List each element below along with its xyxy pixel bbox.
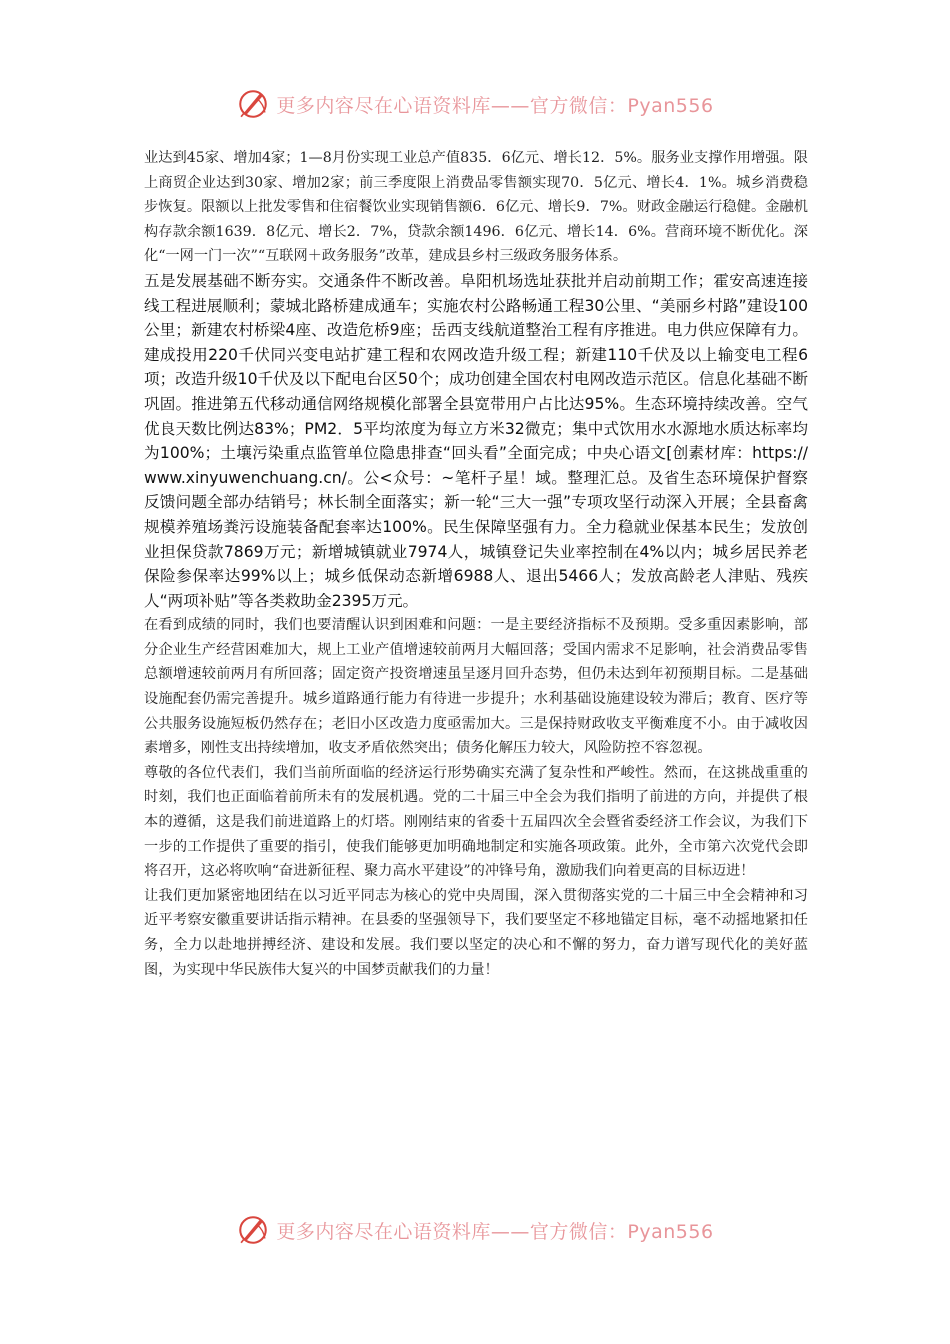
paragraph-development-foundation: 五是发展基础不断夯实。交通条件不断改善。阜阳机场选址获批并启动前期工作；霍安高速连接线工程进展顺利；蒙城北路桥建成通车；实施农村公路畅通工程30公里、“美丽乡村路”建设100公里；新建农村桥梁4座、改造危桥9座；岳西支线航道整治工程有序推进。电力供应保障有力。建成投用220千伏同兴变电站扩建工程和农网改造升级工程；新建110千伏及以上输变电工程6项；改造升级10千伏及以下配电台区50个；成功创建全国农村电网改造示范区。信息化基础不断巩固。推进第五代移动通信网络规模化部署全县宽带用户占比达95%。生态环境持续改善。空气优良天数比例达83%；PM2．5平均浓度为每立方米32微克；集中式饮用水水源地水质达标率均为100%；土壤污染重点监管单位隐患排查“回头看”全面完成；中央心语文[创素材库：https://www.xinyuwenchuang.cn/。公<众号：~笔杆子星！域。整理汇总。及省生态环境保护督察反馈问题全部办结销号；林长制全面落实；新一轮“三大一强”专项攻坚行动深入开展；全县畜禽规模养殖场粪污设施装备配套率达100%。民生保障坚强有力。全力稳就业保基本民生；发放创业担保贷款7869万元；新增城镇就业7974人，城镇登记失业率控制在4%以内；城乡居民养老保险参保率达99%以上；城乡低保动态新增6988人、退出5466人；发放高龄老人津贴、残疾人“两项补贴”等各类救助金2395万元。 — [144, 271, 808, 610]
header-banner-text: 更多内容尽在心语资料库——官方微信：Pyan556 — [276, 94, 714, 117]
header-banner — [0, 84, 950, 124]
quill-logo-icon — [236, 87, 270, 121]
quill-logo-icon — [236, 1213, 270, 1247]
document-body — [144, 146, 808, 982]
footer-banner-text: 更多内容尽在心语资料库——官方微信：Pyan556 — [276, 1220, 714, 1243]
paragraph-closing: 让我们更加紧密地团结在以习近平同志为核心的党中央周围，深入贯彻落实党的二十届三中全会精神和习近平考察安徽重要讲话指示精神。在县委的坚强领导下，我们要坚定不移地锚定目标，毫不动摇地紧扣任务，全力以赴地拼搏经济、建设和发展。我们要以坚定的决心和不懈的努力，奋力谱写现代化的美好蓝图，为实现中华民族伟大复兴的中国梦贡献我们的力量！ — [144, 887, 808, 978]
paragraph-economy: 业达到45家、增加4家；1—8月份实现工业总产值835．6亿元、增长12．5%。服务业支撑作用增强。限上商贸企业达到30家、增加2家；前三季度限上消费品零售额实现70．5亿元、增长4．1%。城乡消费稳步恢复。限额以上批发零售和住宿餐饮业实现销售额6．6亿元、增长9．7%。财政金融运行稳健。金融机构存款余额1639．8亿元、增长2．7%，贷款余额1496．6亿元、增长14．6%。营商环境不断优化。深化“一网一门一次”“互联网＋政务服务”改革，建成县乡村三级政务服务体系。 — [144, 150, 808, 265]
paragraph-problems: 在看到成绩的同时，我们也要清醒认识到困难和问题：一是主要经济指标不及预期。受多重因素影响，部分企业生产经营困难加大，规上工业产值增速较前两月大幅回落；受国内需求不足影响，社会消费品零售总额增速较前两月有所回落；固定资产投资增速虽呈逐月回升态势，但仍未达到年初预期目标。二是基础设施配套仍需完善提升。城乡道路通行能力有待进一步提升；水利基础设施建设较为滞后；教育、医疗等公共服务设施短板仍然存在；老旧小区改造力度亟需加大。三是保持财政收支平衡难度不小。由于减收因素增多，刚性支出持续增加，收支矛盾依然突出；债务化解压力较大，风险防控不容忽视。 — [144, 617, 808, 757]
paragraph-opportunities: 尊敬的各位代表们，我们当前所面临的经济运行形势确实充满了复杂性和严峻性。然而，在这挑战重重的时刻，我们也正面临着前所未有的发展机遇。党的二十届三中全会为我们指明了前进的方向，并提供了根本的遵循，这是我们前进道路上的灯塔。刚刚结束的省委十五届四次全会暨省委经济工作会议，为我们下一步的工作提供了重要的指引，使我们能够更加明确地制定和实施各项政策。此外，全市第六次党代会即将召开，这必将吹响“奋进新征程、聚力高水平建设”的冲锋号角，激励我们向着更高的目标迈进！ — [144, 764, 808, 880]
footer-banner — [0, 1210, 950, 1250]
